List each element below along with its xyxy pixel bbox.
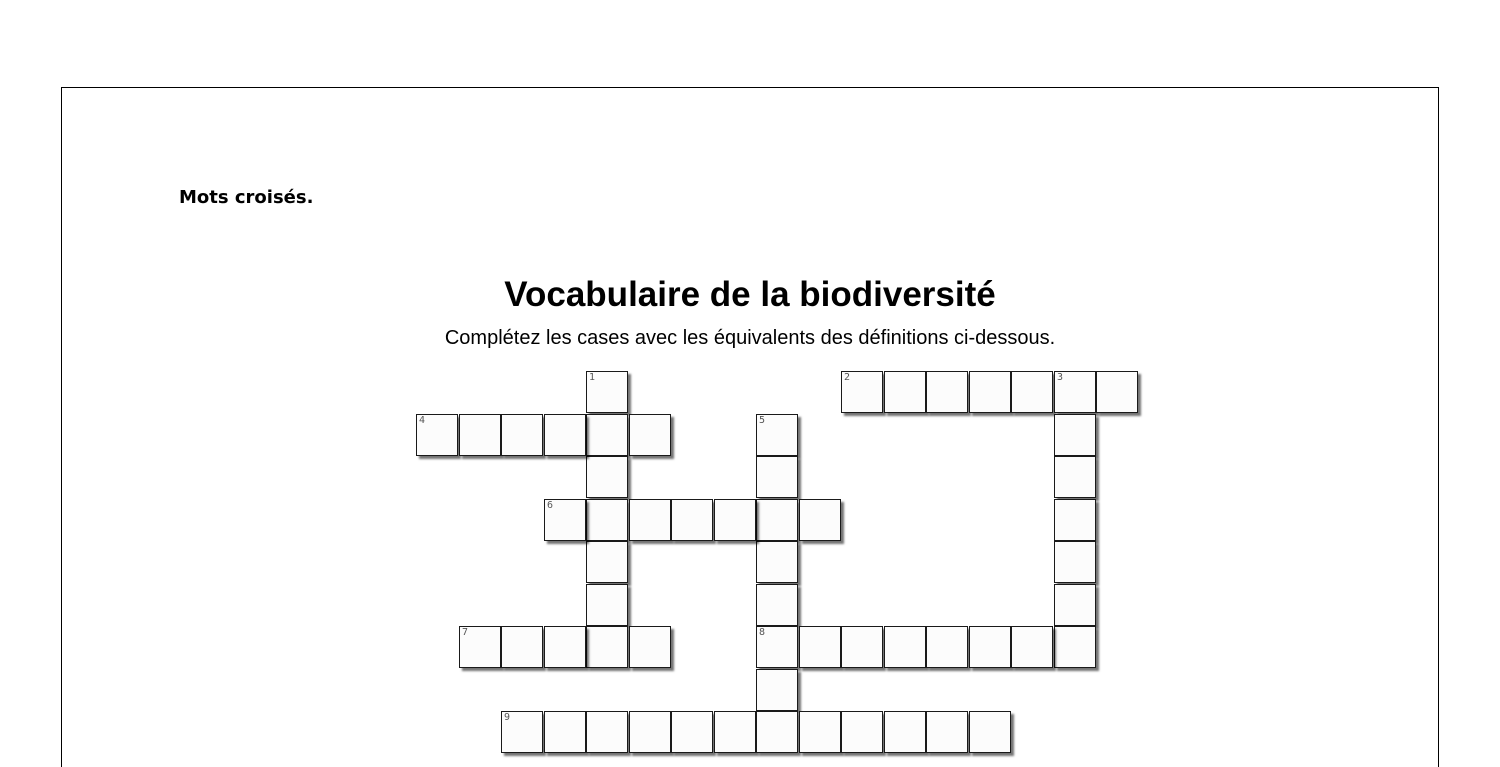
- crossword-cell[interactable]: [629, 626, 671, 668]
- clue-number: 5: [759, 415, 766, 426]
- crossword-cell[interactable]: [799, 711, 841, 753]
- crossword-cell[interactable]: [714, 711, 756, 753]
- crossword-cell[interactable]: [756, 414, 798, 456]
- clue-number: 3: [1057, 372, 1064, 383]
- crossword-cell[interactable]: [1096, 371, 1138, 413]
- crossword-cell[interactable]: [969, 626, 1011, 668]
- crossword-cell[interactable]: [544, 626, 586, 668]
- crossword-cell[interactable]: [714, 499, 756, 541]
- crossword-cell[interactable]: [1054, 371, 1096, 413]
- crossword-cell[interactable]: [459, 626, 501, 668]
- crossword-cell[interactable]: [1054, 541, 1096, 583]
- clue-number: 7: [462, 627, 469, 638]
- crossword-cell[interactable]: [416, 414, 458, 456]
- crossword-cell[interactable]: [459, 414, 501, 456]
- puzzle-title: Vocabulaire de la biodiversité: [504, 275, 996, 314]
- section-label: Mots croisés.: [179, 187, 314, 208]
- crossword-cell[interactable]: [586, 414, 628, 456]
- crossword-cell[interactable]: [501, 414, 543, 456]
- crossword-cell[interactable]: [841, 626, 883, 668]
- crossword-cell[interactable]: [1054, 414, 1096, 456]
- crossword-cell[interactable]: [841, 711, 883, 753]
- crossword-cell[interactable]: [586, 371, 628, 413]
- crossword-cell[interactable]: [586, 584, 628, 626]
- crossword-cell[interactable]: [1011, 371, 1053, 413]
- crossword-cell[interactable]: [501, 626, 543, 668]
- puzzle-subtitle: Complétez les cases avec les équivalents des définitions ci-dessous.: [444, 327, 1056, 349]
- clue-number: 2: [844, 372, 851, 383]
- crossword-cell[interactable]: [799, 626, 841, 668]
- crossword-cell[interactable]: [586, 499, 628, 541]
- crossword-cell[interactable]: [926, 371, 968, 413]
- crossword-cell[interactable]: [629, 711, 671, 753]
- crossword-cell[interactable]: [756, 669, 798, 711]
- crossword-cell[interactable]: [1011, 626, 1053, 668]
- crossword-cell[interactable]: [969, 711, 1011, 753]
- crossword-cell[interactable]: [756, 584, 798, 626]
- crossword-cell[interactable]: [501, 711, 543, 753]
- crossword-cell[interactable]: [756, 711, 798, 753]
- crossword-cell[interactable]: [884, 371, 926, 413]
- crossword-cell[interactable]: [586, 626, 628, 668]
- crossword-cell[interactable]: [544, 711, 586, 753]
- crossword-cell[interactable]: [544, 414, 586, 456]
- crossword-cell[interactable]: [586, 541, 628, 583]
- crossword-cell[interactable]: [671, 499, 713, 541]
- crossword-cell[interactable]: [629, 499, 671, 541]
- crossword-cell[interactable]: [586, 711, 628, 753]
- crossword-cell[interactable]: [884, 711, 926, 753]
- crossword-cell[interactable]: [1054, 499, 1096, 541]
- crossword-cell[interactable]: [671, 711, 713, 753]
- crossword-cell[interactable]: [1054, 456, 1096, 498]
- crossword-cell[interactable]: [629, 414, 671, 456]
- crossword-cell[interactable]: [841, 371, 883, 413]
- clue-number: 8: [759, 627, 766, 638]
- crossword-cell[interactable]: [884, 626, 926, 668]
- crossword-cell[interactable]: [586, 456, 628, 498]
- crossword-cell[interactable]: [544, 499, 586, 541]
- crossword-cell[interactable]: [1054, 584, 1096, 626]
- crossword-cell[interactable]: [1054, 626, 1096, 668]
- crossword-cell[interactable]: [756, 499, 798, 541]
- crossword-cell[interactable]: [969, 371, 1011, 413]
- crossword-cell[interactable]: [756, 456, 798, 498]
- crossword-cell[interactable]: [756, 626, 798, 668]
- clue-number: 4: [419, 415, 426, 426]
- clue-number: 9: [504, 712, 511, 723]
- crossword-cell[interactable]: [799, 499, 841, 541]
- clue-number: 6: [547, 500, 554, 511]
- crossword-cell[interactable]: [926, 711, 968, 753]
- crossword-cell[interactable]: [756, 541, 798, 583]
- clue-number: 1: [589, 372, 596, 383]
- crossword-cell[interactable]: [926, 626, 968, 668]
